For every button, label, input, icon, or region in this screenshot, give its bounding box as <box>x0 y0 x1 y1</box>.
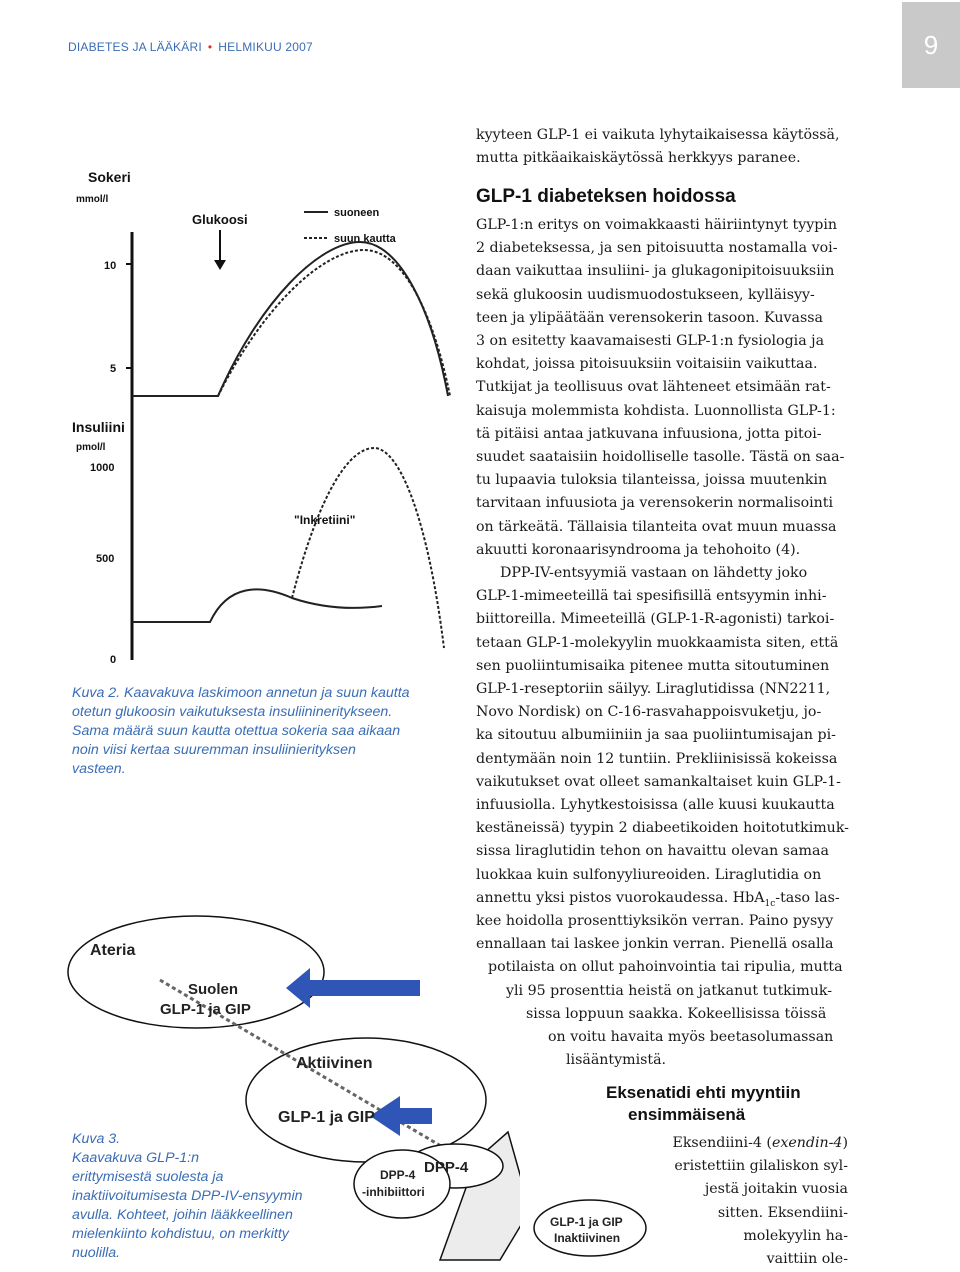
separator-dot: • <box>207 40 213 54</box>
caption-line: nuolilla. <box>72 1245 121 1261</box>
text-line: dentymään noin 12 tuntiin. Prekliinisissä kokeissa <box>476 750 838 767</box>
text-line: tarvitaan infuusiota ja verensokerin normalisointi <box>476 495 834 512</box>
caption-line: mielenkiinto kohdistuu, on merkitty <box>72 1226 289 1242</box>
text-line: akuutti koronaarisyndrooma ja tehohoito (4). <box>476 541 801 558</box>
inhibitor-label-2: -inhibiittori <box>362 1185 425 1199</box>
caption-line: Sama määrä suun kautta otettua sokeria saa aikaan <box>72 723 401 739</box>
box-heading-line-2: ensimmäisenä <box>628 1105 746 1124</box>
box-line: jestä joitakin vuosia <box>704 1181 848 1198</box>
text-line: DPP-IV-entsyymiä vastaan on lähdetty joko <box>500 565 808 581</box>
text-line: mutta pitkäaikaiskäytössä herkkyys paranee. <box>476 150 801 167</box>
article-intro <box>476 124 876 170</box>
text-line: 3 on esitetty kaavamaisesti GLP-1:n fysiologia ja <box>476 333 825 350</box>
caption-line: otetun glukoosin vaikutuksesta insuliinineritykseen. <box>72 704 393 720</box>
text-line: sissa loppuun saakka. Kokeellisissa töissä <box>526 1005 827 1022</box>
caption-line: Kaavakuva GLP-1:n <box>72 1150 199 1166</box>
sugar-tick-10: 10 <box>104 260 117 272</box>
figure-2-caption <box>72 684 452 779</box>
journal-name: DIABETES JA LÄÄKÄRI <box>68 40 202 54</box>
caption-line: vasteen. <box>72 761 126 777</box>
insulin-tick-500: 500 <box>96 553 115 565</box>
glucose-curve-iv <box>132 242 448 396</box>
caption-line: Kuva 2. Kaavakuva laskimoon annetun ja suun kautta <box>72 685 410 701</box>
caption-line: erittymisestä suolesta ja <box>72 1169 224 1185</box>
text-line: kaisuja molemmista kohdista. Luonnollista GLP-1: <box>476 402 836 419</box>
caption-line: inaktiivoitumisesta DPP-IV-ensyymin <box>72 1188 303 1204</box>
active-label-2: GLP-1 ja GIP <box>278 1109 375 1126</box>
text-line: yli 95 prosenttia heistä on jatkanut tutkimuk- <box>506 982 833 999</box>
box-line-italic: exendin-4 <box>771 1135 843 1151</box>
text-line: Novo Nordisk) on C-16-rasvahappoisvuketju, jo- <box>476 704 822 721</box>
text-line: sissa liraglutidin tehon on havaittu olevan samaa <box>476 843 829 860</box>
glucose-label: Glukoosi <box>192 212 248 227</box>
text-line: kee hoidolla prosenttiyksikön verran. Paino pysyy <box>476 913 834 929</box>
sugar-tick-5: 5 <box>110 363 117 375</box>
box-line-prefix: Eksendiini-4 ( <box>672 1135 772 1151</box>
hba1c-subscript: 1c <box>764 898 776 909</box>
figure-3-caption <box>72 1130 342 1263</box>
box-text <box>600 1132 848 1271</box>
hba1c-text: HbA <box>732 889 765 906</box>
text-line: tu lupaavia tuloksia tilanteissa, joissa muutenkin <box>476 472 828 489</box>
text-line: daan vaikuttaa insuliini- ja glukagonipitoisuuksiin <box>476 263 835 280</box>
inactive-label-1: GLP-1 ja GIP <box>550 1215 623 1229</box>
dpp4-label: DPP-4 <box>424 1159 469 1176</box>
intestinal-label-2: GLP-1 ja GIP <box>160 1001 251 1018</box>
insulin-curve-iv <box>132 589 382 622</box>
legend-iv-label: suoneen <box>334 207 380 219</box>
article-paragraph-1 <box>476 214 876 562</box>
text-line: GLP-1:n eritys on voimakkaasti häiriintynyt tyypin <box>476 217 838 233</box>
text-line: kohdat, joissa pitoisuuksiin voitaisiin vaikuttaa. <box>476 356 818 373</box>
section-heading: GLP-1 diabeteksen hoidossa <box>476 186 736 207</box>
incretin-label: "Inkretiini" <box>294 513 356 527</box>
article-paragraph-2 <box>476 562 876 916</box>
sugar-axis-unit: mmol/l <box>76 194 109 205</box>
text-line: 2 diabeteksessa, ja sen pitoisuutta nostamalla voi- <box>476 240 838 257</box>
active-label-1: Aktiivinen <box>296 1055 373 1072</box>
text-line: sen puoliintumisaika pitenee mutta sitoutuminen <box>476 657 830 674</box>
running-header <box>68 40 313 54</box>
text-line: infuusiolla. Lyhytkestoisissa (alle kuusi kuukautta <box>476 797 835 814</box>
text-line: vaikutukset ovat olleet samankaltaiset kuin GLP-1- <box>476 773 841 790</box>
text-line: biittoreilla. Mimeeteillä (GLP-1-R-agonisti) tarkoi- <box>476 611 835 628</box>
text-line: suudet saataisiin hoidolliselle tasolle. Tästä on saa- <box>476 449 845 466</box>
text-line: tä pitäisi antaa jatkuvana infuusiona, jotta pitoi- <box>476 425 822 442</box>
box-heading <box>606 1082 801 1126</box>
box-line: molekyylin ha- <box>743 1227 848 1244</box>
box-line <box>600 1132 848 1155</box>
text-line: ka sitoutuu albumiiniin ja saa puoliintumisajan pi- <box>476 727 836 744</box>
text-line: GLP-1-mimeeteillä tai spesifisillä entsyymin inhi- <box>476 588 827 605</box>
box-line: vaittiin ole- <box>766 1251 848 1268</box>
text-line: kyyteen GLP-1 ei vaikuta lyhytaikaisessa käytössä, <box>476 127 840 143</box>
legend-oral-label: suun kautta <box>334 233 396 245</box>
article-paragraph-2-end <box>476 910 876 1072</box>
meal-label: Ateria <box>90 942 136 959</box>
glucose-curve-oral <box>218 250 450 396</box>
insulin-tick-0: 0 <box>110 654 117 666</box>
page-number: 9 <box>902 2 960 88</box>
caption-line: noin viisi kertaa suuremman insuliinierityksen <box>72 742 356 758</box>
intestinal-target-arrow <box>286 968 420 1008</box>
insulin-axis-unit: pmol/l <box>76 442 106 453</box>
box-heading-line-1: Eksenatidi ehti myyntiin <box>606 1083 801 1102</box>
text-line: sekä glukoosin uudismuodostukseen, kylläisyy- <box>476 286 815 303</box>
box-line: eristettiin gilaliskon syl- <box>674 1158 848 1175</box>
caption-line: avulla. Kohteet, joihin lääkkeellinen <box>72 1207 293 1223</box>
text-line: lisääntymistä. <box>566 1052 667 1069</box>
text-line: ennallaan tai laskee jonkin verran. Pienellä osalla <box>476 936 834 953</box>
box-line-suffix: ) <box>842 1135 848 1151</box>
text-line: luokkaa kuin sulfonyyliureoiden. Liraglutidia on <box>476 866 822 883</box>
text-line: tetaan GLP-1-molekyylin muokkaamista siten, että <box>476 634 839 651</box>
inhibitor-label-1: DPP-4 <box>380 1168 416 1182</box>
sugar-axis-label: Sokeri <box>88 169 131 185</box>
insulin-curve-oral <box>292 448 444 648</box>
text-fragment: -taso las- <box>775 889 840 906</box>
text-line: GLP-1-reseptoriin säilyy. Liraglutidissa (NN2211, <box>476 681 831 698</box>
text-line: Tutkijat ja teollisuus ovat lähteneet etsimään rat- <box>476 379 831 396</box>
figure-2-graph <box>60 160 460 672</box>
intestinal-label-1: Suolen <box>188 981 239 998</box>
text-line: on tärkeätä. Tällaisia tilanteita ovat muun muassa <box>476 518 837 535</box>
insulin-tick-1000: 1000 <box>90 462 115 474</box>
text-line: teen ja ylipäätään verensokerin tasoon. Kuvassa <box>476 309 823 326</box>
text-line: potilaista on ollut pahoinvointia tai ripulia, mutta <box>488 959 843 976</box>
inactive-label-2: Inaktiivinen <box>554 1231 621 1245</box>
insulin-axis-label: Insuliini <box>72 419 125 435</box>
box-line: sitten. Eksendiini- <box>717 1204 848 1221</box>
glucose-arrow-head <box>214 260 226 270</box>
text-line: kestäneissä) tyypin 2 diabeetikoiden hoitotutkimuk- <box>476 820 849 837</box>
text-fragment: annettu yksi pistos vuorokaudessa. <box>476 889 729 906</box>
caption-line: Kuva 3. <box>72 1131 121 1147</box>
issue-date: HELMIKUU 2007 <box>218 40 313 54</box>
text-line: on voitu havaita myös beetasolumassan <box>548 1029 834 1046</box>
